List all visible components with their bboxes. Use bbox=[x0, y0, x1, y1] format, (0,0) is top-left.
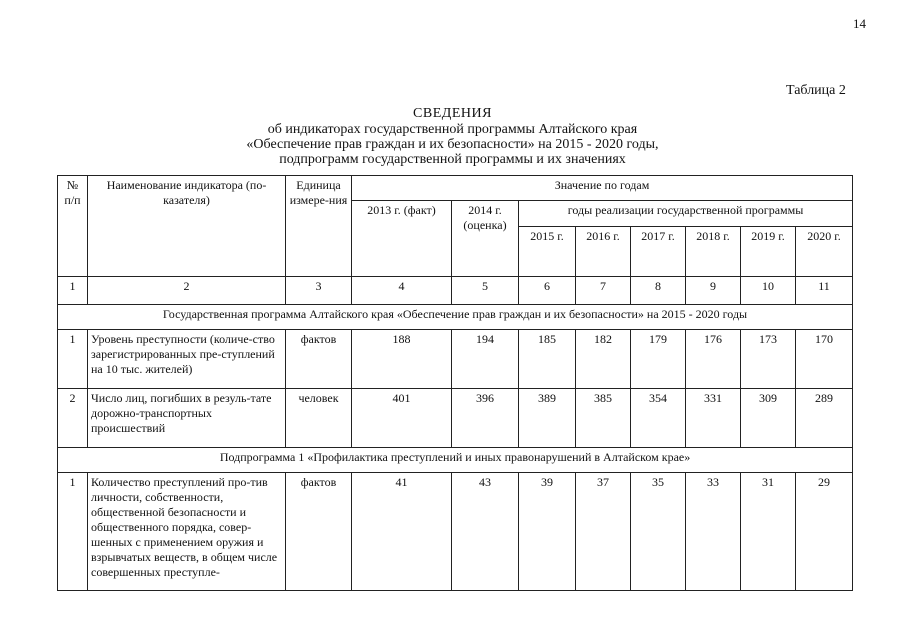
column-index: 2 bbox=[88, 277, 286, 305]
header-year-2014: 2014 г. (оценка) bbox=[452, 201, 519, 277]
heading-line-1: об индикаторах государственной программы Алтайского края bbox=[267, 122, 638, 137]
column-index: 7 bbox=[576, 277, 631, 305]
header-num: № п/п bbox=[58, 176, 88, 277]
heading-line-2: «Обеспечение прав граждан и их безопасности» на 2015 - 2020 годы, bbox=[246, 137, 659, 152]
value-2020: 29 bbox=[796, 473, 853, 591]
indicator-name: Число лиц, погибших в резуль-тате дорожно-транспортных происшествий bbox=[88, 389, 286, 448]
table-row bbox=[58, 473, 853, 591]
value-2013: 401 bbox=[352, 389, 452, 448]
value-2019: 309 bbox=[741, 389, 796, 448]
page-number: 14 bbox=[853, 16, 866, 31]
header-year-2020: 2020 г. bbox=[796, 227, 853, 277]
value-2013: 41 bbox=[352, 473, 452, 591]
indicator-name: Количество преступлений про-тив личности, собственности, общественной безопасности и общественного порядка, совер-шенных с применением оружия и взрывчатых веществ, в общем числе совершенных преступле- bbox=[88, 473, 286, 591]
value-2014: 396 bbox=[452, 389, 519, 448]
column-index: 10 bbox=[741, 277, 796, 305]
row-num: 1 bbox=[58, 473, 88, 591]
header-program-years: годы реализации государственной программы bbox=[519, 201, 853, 227]
indicators-table bbox=[57, 175, 853, 591]
row-num: 2 bbox=[58, 389, 88, 448]
value-2018: 33 bbox=[686, 473, 741, 591]
value-2014: 194 bbox=[452, 330, 519, 389]
header-unit: Единица измере-ния bbox=[286, 176, 352, 277]
header-year-2018: 2018 г. bbox=[686, 227, 741, 277]
value-2019: 31 bbox=[741, 473, 796, 591]
value-2016: 385 bbox=[576, 389, 631, 448]
document-heading bbox=[0, 106, 905, 167]
value-2017: 179 bbox=[631, 330, 686, 389]
row-num: 1 bbox=[58, 330, 88, 389]
value-2014: 43 bbox=[452, 473, 519, 591]
heading-title: СВЕДЕНИЯ bbox=[413, 106, 492, 121]
value-2020: 170 bbox=[796, 330, 853, 389]
column-index: 11 bbox=[796, 277, 853, 305]
table-label: Таблица 2 bbox=[786, 83, 846, 98]
header-year-2019: 2019 г. bbox=[741, 227, 796, 277]
indicator-unit: человек bbox=[286, 389, 352, 448]
table-row bbox=[58, 389, 853, 448]
value-2018: 331 bbox=[686, 389, 741, 448]
indicator-name: Уровень преступности (количе-ство зарегистрированных пре-ступлений на 10 тыс. жителей) bbox=[88, 330, 286, 389]
section-heading-program: Государственная программа Алтайского края «Обеспечение прав граждан и их безопасности» на 2015 - 2020 годы bbox=[58, 305, 853, 330]
header-year-2016: 2016 г. bbox=[576, 227, 631, 277]
value-2019: 173 bbox=[741, 330, 796, 389]
column-index: 6 bbox=[519, 277, 576, 305]
section-heading-subprogram-1: Подпрограмма 1 «Профилактика преступлений и иных правонарушений в Алтайском крае» bbox=[58, 448, 853, 473]
value-2016: 182 bbox=[576, 330, 631, 389]
column-index: 5 bbox=[452, 277, 519, 305]
value-2020: 289 bbox=[796, 389, 853, 448]
value-2018: 176 bbox=[686, 330, 741, 389]
value-2017: 354 bbox=[631, 389, 686, 448]
value-2016: 37 bbox=[576, 473, 631, 591]
column-index: 8 bbox=[631, 277, 686, 305]
heading-line-3: подпрограмм государственной программы и их значениях bbox=[279, 152, 626, 167]
indicator-unit: фактов bbox=[286, 473, 352, 591]
header-name: Наименование индикатора (по-казателя) bbox=[88, 176, 286, 277]
header-year-2013: 2013 г. (факт) bbox=[352, 201, 452, 277]
column-index: 9 bbox=[686, 277, 741, 305]
value-2015: 39 bbox=[519, 473, 576, 591]
column-index: 1 bbox=[58, 277, 88, 305]
value-2015: 185 bbox=[519, 330, 576, 389]
table-row bbox=[58, 330, 853, 389]
column-index-row bbox=[58, 277, 853, 305]
header-year-2015: 2015 г. bbox=[519, 227, 576, 277]
column-index: 3 bbox=[286, 277, 352, 305]
value-2013: 188 bbox=[352, 330, 452, 389]
header-year-2017: 2017 г. bbox=[631, 227, 686, 277]
header-values: Значение по годам bbox=[352, 176, 853, 201]
column-index: 4 bbox=[352, 277, 452, 305]
value-2015: 389 bbox=[519, 389, 576, 448]
value-2017: 35 bbox=[631, 473, 686, 591]
indicator-unit: фактов bbox=[286, 330, 352, 389]
